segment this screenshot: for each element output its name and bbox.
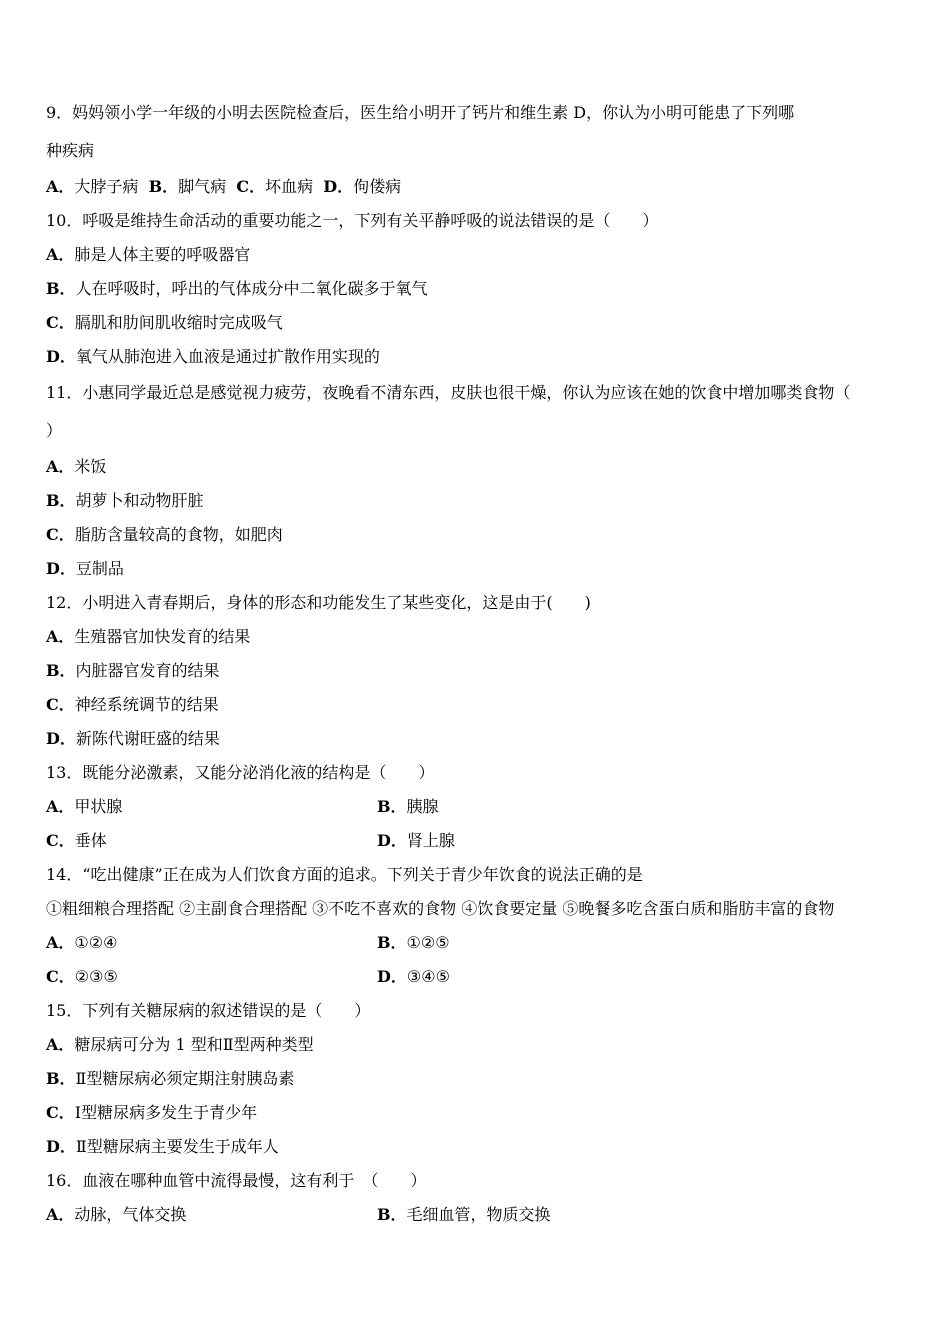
q10-option-c bbox=[46, 306, 904, 340]
exam-page bbox=[46, 94, 904, 1232]
q12-option-c-text: 神经系统调节的结果 bbox=[74, 695, 219, 714]
q14-option-d-text: ③④⑤ bbox=[406, 967, 450, 986]
q12-option-d-label: D． bbox=[46, 729, 76, 748]
q11-option-a-label: A． bbox=[46, 457, 75, 476]
q10-option-b-label: B． bbox=[46, 279, 76, 298]
q14-options-row-2 bbox=[46, 960, 904, 994]
q14-statements: ①粗细粮合理搭配 ②主副食合理搭配 ③不吃不喜欢的食物 ④饮食要定量 ⑤晚餐多吃含蛋白质和脂肪丰富的食物 bbox=[46, 899, 835, 918]
q13-options-row-1 bbox=[46, 790, 904, 824]
q12-option-b-label: B． bbox=[46, 661, 76, 680]
q14-option-a-text: ①②④ bbox=[74, 933, 118, 952]
q11-option-d-text: 豆制品 bbox=[75, 559, 124, 578]
q16-options-row-1 bbox=[46, 1198, 904, 1232]
q15-option-d bbox=[46, 1130, 904, 1164]
q11-option-a bbox=[46, 450, 904, 484]
q15-option-c-text: Ⅰ型糖尿病多发生于青少年 bbox=[74, 1103, 258, 1122]
q15-stem: 15．下列有关糖尿病的叙述错误的是（ ） bbox=[46, 1001, 371, 1020]
q10-option-b bbox=[46, 272, 904, 306]
q13-option-d bbox=[377, 824, 455, 858]
q11-option-b bbox=[46, 484, 904, 518]
q12-stem: 12．小明进入青春期后，身体的形态和功能发生了某些变化，这是由于( ) bbox=[46, 593, 591, 612]
q10-stem: 10．呼吸是维持生命活动的重要功能之一，下列有关平静呼吸的说法错误的是（ ） bbox=[46, 211, 659, 230]
q12-option-a-label: A． bbox=[46, 627, 75, 646]
q14-option-b bbox=[377, 926, 450, 960]
q9-option-c-text: 坏血病 bbox=[265, 177, 314, 196]
q10-option-d bbox=[46, 340, 904, 374]
q10-option-d-label: D． bbox=[46, 347, 76, 366]
q13-option-d-label: D． bbox=[377, 831, 407, 850]
q15-option-b-label: B． bbox=[46, 1069, 76, 1088]
q11-option-c bbox=[46, 518, 904, 552]
q14-option-d-label: D． bbox=[377, 967, 407, 986]
q11-option-d-label: D． bbox=[46, 559, 76, 578]
q13-option-d-text: 肾上腺 bbox=[406, 831, 455, 850]
q13-stem: 13．既能分泌激素，又能分泌消化液的结构是（ ） bbox=[46, 763, 435, 782]
q15-option-a-text: 糖尿病可分为 1 型和Ⅱ型两种类型 bbox=[74, 1035, 314, 1054]
q16-option-a bbox=[46, 1198, 186, 1232]
q12-option-a bbox=[46, 620, 904, 654]
q15-option-c-label: C． bbox=[46, 1103, 75, 1122]
q12-option-d bbox=[46, 722, 904, 756]
q15-option-a bbox=[46, 1028, 904, 1062]
q12-option-a-text: 生殖器官加快发育的结果 bbox=[74, 627, 251, 646]
q16-option-b bbox=[377, 1198, 551, 1232]
q13-option-a-text: 甲状腺 bbox=[74, 797, 123, 816]
q9-stem-line1: 9．妈妈领小学一年级的小明去医院检查后，医生给小明开了钙片和维生素 D，你认为小明可能患了下列哪 bbox=[46, 103, 795, 122]
q10-option-a bbox=[46, 238, 904, 272]
q9-option-d-text: 佝偻病 bbox=[353, 177, 402, 196]
q9-option-c-label: C． bbox=[236, 177, 266, 196]
q16-option-a-label: A． bbox=[46, 1205, 75, 1224]
q9-option-a-text: 大脖子病 bbox=[74, 177, 139, 196]
q10-option-a-text: 肺是人体主要的呼吸器官 bbox=[74, 245, 251, 264]
q15-option-a-label: A． bbox=[46, 1035, 75, 1054]
q11-option-a-text: 米饭 bbox=[74, 457, 107, 476]
q11-option-c-label: C． bbox=[46, 525, 75, 544]
q14-option-b-label: B． bbox=[377, 933, 407, 952]
q13-option-c-label: C． bbox=[46, 831, 75, 850]
q13-option-b-label: B． bbox=[377, 797, 407, 816]
q10-option-c-text: 膈肌和肋间肌收缩时完成吸气 bbox=[74, 313, 283, 332]
q13-option-c-text: 垂体 bbox=[74, 831, 107, 850]
q12-option-b bbox=[46, 654, 904, 688]
q11-stem-line2: ） bbox=[46, 421, 63, 440]
q10-option-a-label: A． bbox=[46, 245, 75, 264]
q16-stem: 16．血液在哪种血管中流得最慢，这有利于 （ ） bbox=[46, 1171, 427, 1190]
q10-option-c-label: C． bbox=[46, 313, 75, 332]
q11-option-d bbox=[46, 552, 904, 586]
q13-option-a-label: A． bbox=[46, 797, 75, 816]
q12-option-c bbox=[46, 688, 904, 722]
q12-option-b-text: 内脏器官发育的结果 bbox=[75, 661, 220, 680]
q13-option-b-text: 胰腺 bbox=[406, 797, 439, 816]
q14-option-b-text: ①②⑤ bbox=[406, 933, 450, 952]
q15-option-c bbox=[46, 1096, 904, 1130]
q9-option-b-label: B． bbox=[148, 177, 179, 196]
q13-option-b bbox=[377, 790, 439, 824]
q15-option-d-label: D． bbox=[46, 1137, 76, 1156]
q14-option-d bbox=[377, 960, 450, 994]
q16-option-b-label: B． bbox=[377, 1205, 407, 1224]
q14-option-a bbox=[46, 926, 117, 960]
q12-option-d-text: 新陈代谢旺盛的结果 bbox=[75, 729, 220, 748]
q15-option-d-text: Ⅱ型糖尿病主要发生于成年人 bbox=[75, 1137, 279, 1156]
q14-options-row-1 bbox=[46, 926, 904, 960]
q14-stem: 14．“吃出健康”正在成为人们饮食方面的追求。下列关于青少年饮食的说法正确的是 bbox=[46, 865, 643, 884]
q11-option-c-text: 脂肪含量较高的食物，如肥肉 bbox=[74, 525, 283, 544]
q15-option-b bbox=[46, 1062, 904, 1096]
q9-stem-line2: 种疾病 bbox=[46, 141, 95, 160]
q14-option-a-label: A． bbox=[46, 933, 75, 952]
q16-option-a-text: 动脉，气体交换 bbox=[74, 1205, 187, 1224]
q9-option-b-text: 脚气病 bbox=[178, 177, 227, 196]
q12-option-c-label: C． bbox=[46, 695, 75, 714]
q15-option-b-text: Ⅱ型糖尿病必须定期注射胰岛素 bbox=[75, 1069, 295, 1088]
q13-options-row-2 bbox=[46, 824, 904, 858]
q14-option-c-label: C． bbox=[46, 967, 75, 986]
q13-option-a bbox=[46, 790, 122, 824]
q10-option-b-text: 人在呼吸时，呼出的气体成分中二氧化碳多于氧气 bbox=[75, 279, 428, 298]
q16-option-b-text: 毛细血管，物质交换 bbox=[406, 1205, 551, 1224]
q13-option-c bbox=[46, 824, 107, 858]
q14-option-c-text: ②③⑤ bbox=[74, 967, 118, 986]
q11-option-b-text: 胡萝卜和动物肝脏 bbox=[75, 491, 204, 510]
q10-option-d-text: 氧气从肺泡进入血液是通过扩散作用实现的 bbox=[75, 347, 380, 366]
q9-option-d-label: D． bbox=[323, 177, 354, 196]
q9-option-a-label: A． bbox=[46, 177, 75, 196]
q14-option-c bbox=[46, 960, 118, 994]
q11-option-b-label: B． bbox=[46, 491, 76, 510]
q11-stem-line1: 11．小惠同学最近总是感觉视力疲劳，夜晚看不清东西，皮肤也很干燥，你认为应该在她的饮食中增加哪类食物（ bbox=[46, 383, 851, 402]
q9-options-row bbox=[46, 170, 904, 204]
